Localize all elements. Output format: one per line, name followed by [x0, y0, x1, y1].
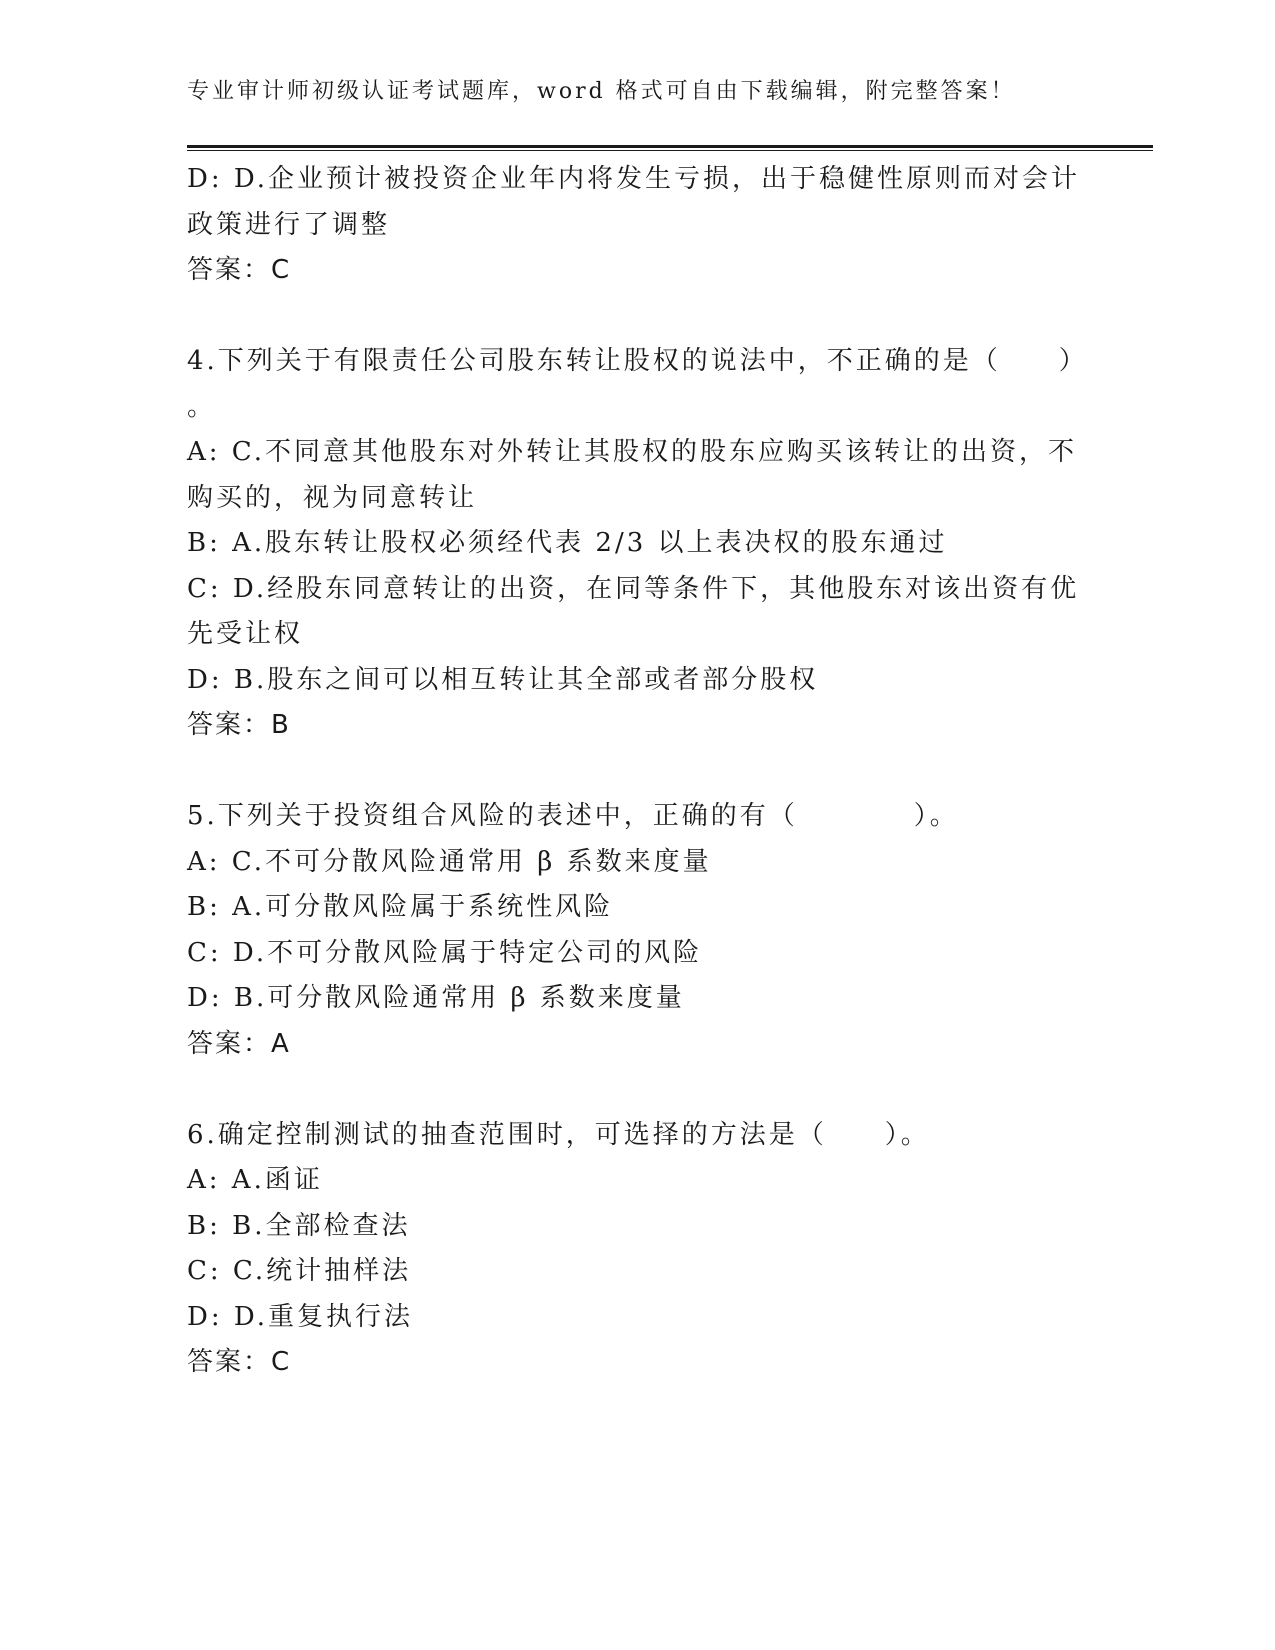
answer: 答案：C: [187, 1347, 292, 1377]
option-a: A: C.不可分散风险通常用 β 系数来度量: [187, 846, 712, 877]
question-stem-continued: 。: [187, 391, 217, 422]
option-a: A: A.函证: [187, 1165, 323, 1195]
option-d: D: D.重复执行法: [187, 1301, 414, 1332]
question-4: [187, 339, 1087, 749]
option-a: A: C.不同意其他股东对外转让其股权的股东应购买该转让的出资，不: [187, 437, 1078, 467]
option-c: C: D.经股东同意转让的出资，在同等条件下，其他股东对该出资有优: [187, 573, 1080, 604]
option-d: D: D.企业预计被投资企业年内将发生亏损，出于稳健性原则而对会计: [187, 164, 1081, 194]
option-d-continued: 政策进行了调整: [187, 209, 391, 240]
option-b: B: A.可分散风险属于系统性风险: [187, 892, 614, 922]
question-stem: 4.下列关于有限责任公司股东转让股权的说法中，不正确的是（ ）: [187, 346, 1088, 376]
option-c-continued: 先受让权: [187, 619, 304, 649]
header-divider: [187, 145, 1153, 151]
document-body: [187, 157, 1087, 1386]
question-stem: 6.确定控制测试的抽查范围时，可选择的方法是（ ）。: [187, 1119, 930, 1150]
option-d: D: B.可分散风险通常用 β 系数来度量: [187, 983, 685, 1013]
question-6: [187, 1113, 1087, 1386]
option-d: D: B.股东之间可以相互转让其全部或者部分股权: [187, 664, 819, 695]
question-3-tail: [187, 157, 1087, 294]
answer: 答案：A: [187, 1028, 291, 1059]
spacer: [187, 294, 1087, 340]
option-b: B: A.股东转让股权必须经代表 2/3 以上表决权的股东通过: [187, 528, 948, 558]
spacer: [187, 1067, 1087, 1113]
page-header: 专业审计师初级认证考试题库，word 格式可自由下载编辑，附完整答案！: [187, 79, 1016, 104]
option-c: C: C.统计抽样法: [187, 1256, 412, 1286]
question-stem: 5.下列关于投资组合风险的表述中，正确的有（ ）。: [187, 801, 959, 831]
option-c: C: D.不可分散风险属于特定公司的风险: [187, 937, 703, 968]
question-5: [187, 794, 1087, 1067]
answer: 答案：B: [187, 710, 291, 740]
spacer: [187, 749, 1087, 795]
option-b: B: B.全部检查法: [187, 1210, 411, 1241]
answer: 答案：C: [187, 255, 292, 285]
option-a-continued: 购买的，视为同意转让: [187, 482, 478, 513]
